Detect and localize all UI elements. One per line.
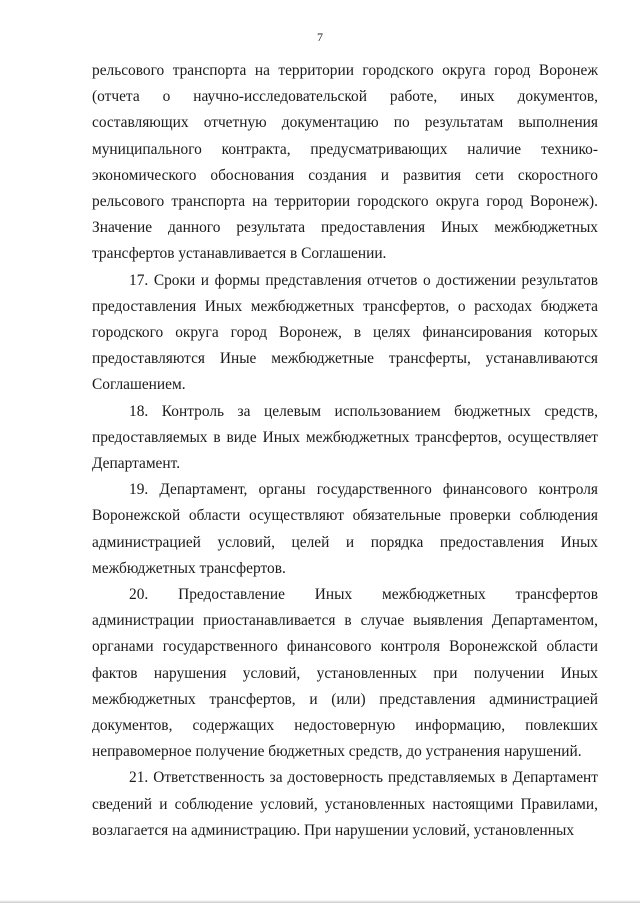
paragraph-21: 21. Ответственность за достоверность представляемых в Департамент сведений и соблюдение условий, установленных настоящими Правилами, возлагается на администрацию. При нарушении условий, установленных xyxy=(92,769,598,839)
paragraph-19: 19. Департамент, органы государственного финансового контроля Воронежской области осуществляют обязательные проверки соблюдения администрацией условий, целей и порядка предоставления Иных межбюджетных трансфертов. xyxy=(92,481,598,577)
document-body xyxy=(92,58,598,844)
paragraph-continuation: рельсового транспорта на территории городского округа город Воронеж (отчета о научно-исследовательской работе, иных документов, составляющих отчетную документацию по результатам выполнения муниципального контракта, предусматривающих наличие технико-экономического обоснования создания и развития сети скоростного рельсового транспорта на территории городского округа город Воронеж). Значение данного результата предоставления Иных межбюджетных трансфертов устанавливается в Соглашении. xyxy=(92,62,598,263)
paragraph-18: 18. Контроль за целевым использованием бюджетных средств, предоставляемых в виде Иных межбюджетных трансфертов, осуществляет Департамент. xyxy=(92,402,598,473)
paragraph-17: 17. Сроки и формы представления отчетов о достижении результатов предоставления Иных межбюджетных трансфертов, о расходах бюджета городского округа город Воронеж, в целях финансирования которых предоставляются Иные межбюджетные трансферты, устанавливаются Соглашением. xyxy=(92,271,598,394)
page-number: 7 xyxy=(317,30,323,44)
paragraph-20: 20. Предоставление Иных межбюджетных трансфертов администрации приостанавливается в случае выявления Департаментом, органами государственного финансового контроля Воронежской области фактов нарушения условий, установленных при получении Иных межбюджетных трансфертов, и (или) представления администрацией документов, содержащих недостоверную информацию, повлекших неправомерное получение бюджетных средств, до устранения нарушений. xyxy=(92,586,598,761)
